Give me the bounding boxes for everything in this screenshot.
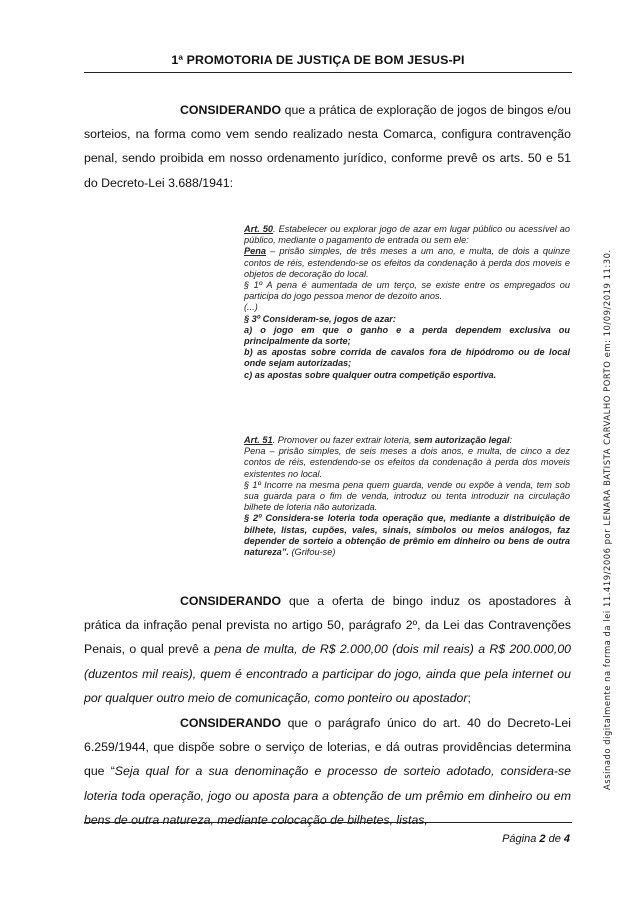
page-number bbox=[380, 833, 570, 845]
ellipsis: (...) bbox=[244, 302, 258, 313]
quote-art-50 bbox=[244, 224, 570, 381]
item-a: a) o jogo em que o ganho e a perda dependem exclusiva ou principalmente da sorte; bbox=[244, 324, 570, 347]
paragraph-text: que a prática de exploração de jogos de bingos e/ou sorteios, na forma como vem sendo realizado nesta Comarca, configura contravenção penal, sendo proibida em nosso ordenamento jurídico, conforme prevê os arts. 50 e 51 do Decreto-Lei 3.688/1941: bbox=[84, 103, 571, 190]
considerando-lead: CONSIDERANDO bbox=[180, 716, 282, 730]
grifou-note: (Grifou-se) bbox=[288, 547, 336, 558]
article-text-end: : bbox=[509, 435, 513, 445]
article-label: Art. 50 bbox=[244, 224, 274, 234]
digital-signature-stamp: Assinado digitalmente na forma da lei 11.419/2006 por LENARA BATISTA CARVALHO PORTO em: 10/09/2019 11:30. bbox=[602, 249, 612, 790]
page-header-title: 1ª PROMOTORIA DE JUSTIÇA DE BOM JESUS-PI bbox=[171, 53, 465, 67]
footer-divider bbox=[84, 822, 572, 823]
considerando-lead: CONSIDERANDO bbox=[180, 594, 282, 608]
quote-art-51 bbox=[244, 435, 570, 558]
page-total: 4 bbox=[563, 833, 570, 845]
paragraph-1-text: § 1º A pena é aumentada de um terço, se existe entre os empregados ou participa do jogo pessoa menor de dezoito anos. bbox=[244, 280, 570, 302]
pena-label: Pena bbox=[244, 246, 266, 257]
paragraph-text-italic: pena de multa, de R$ 2.000,00 (dois mil reais) a R$ 200.000,00 (duzentos mil reais), quem é encontrado a participar do jogo, ainda que pela internet ou por qualquer outro meio de comunicação, como ponteiro ou apostador bbox=[84, 642, 571, 705]
article-text: . Promover ou fazer extrair loteria, bbox=[272, 435, 415, 445]
pena-text: – prisão simples, de três meses a um ano, e multa, de dois a quinze contos de réis, estendendo-se os efeitos da condenação à perda dos moveis e objetos de decoração do local. bbox=[244, 246, 570, 279]
paragraph-text-italic: Seja qual for a sua denominação e processo de sorteio adotado, considera-se loteria toda operação, jogo ou aposta para a obtenção de um prêmio em dinheiro ou em bens de outra natureza, mediante colocação de bilhetes, listas, bbox=[84, 764, 572, 827]
paragraph-considerando-3 bbox=[84, 711, 571, 832]
article-text: . Estabelecer ou explorar jogo de azar em lugar público ou acessível ao público, mediante o pagamento de entrada ou sem ele: bbox=[244, 224, 570, 246]
header-divider bbox=[84, 72, 572, 73]
paragraph-considerando-1 bbox=[84, 98, 571, 195]
paragraph-1-text: § 1º Incorre na mesma pena quem guarda, vende ou expõe à venda, tem sob sua guarda para o fim de venda, introduz ou tenta introduzir na circulação bilhete de loteria não autorizada. bbox=[244, 479, 570, 513]
considerando-lead: CONSIDERANDO bbox=[180, 103, 282, 117]
pena-text: Pena – prisão simples, de seis meses a dois anos, e multa, de cinco a dez contos de réis, estendendo-se os efeitos da condenação à perda dos moveis existentes no local. bbox=[244, 446, 570, 479]
item-b: b) as apostas sobre corrida de cavalos fora de hipódromo ou de local onde sejam autorizadas; bbox=[244, 347, 570, 369]
page-label: Página bbox=[502, 833, 540, 845]
article-label: Art. 51 bbox=[244, 435, 273, 445]
article-text-bold: sem autorização legal bbox=[414, 435, 510, 445]
paragraph-text: que a oferta de bingo induz os apostadores à prática da infração penal prevista no artigo 50, parágrafo 2º, da Lei das Contravenções Penais, o qual prevê a bbox=[84, 594, 571, 657]
paragraph-considerando-2 bbox=[84, 589, 571, 710]
item-c: c) as apostas sobre qualquer outra competição esportiva. bbox=[244, 369, 497, 380]
page-separator: de bbox=[545, 833, 564, 845]
paragraph-text: que o parágrafo único do art. 40 do Decreto-Lei 6.259/1944, que dispõe sobre o serviço de loterias, e dá outras providências determina que “ bbox=[84, 716, 571, 779]
paragraph-text-end: ; bbox=[467, 690, 471, 705]
paragraph-3-text: § 3º Consideram-se, jogos de azar: bbox=[244, 313, 396, 324]
page-current: 2 bbox=[539, 833, 546, 845]
paragraph-2-text: § 2º Considera-se loteria toda operação que, mediante a distribuição de bilhete, listas, cupões, vales, sinais, símbolos ou meios análogos, faz depender de sorteio a obtenção de prêmio em dinheiro ou bens de outra natureza”. bbox=[244, 513, 570, 558]
